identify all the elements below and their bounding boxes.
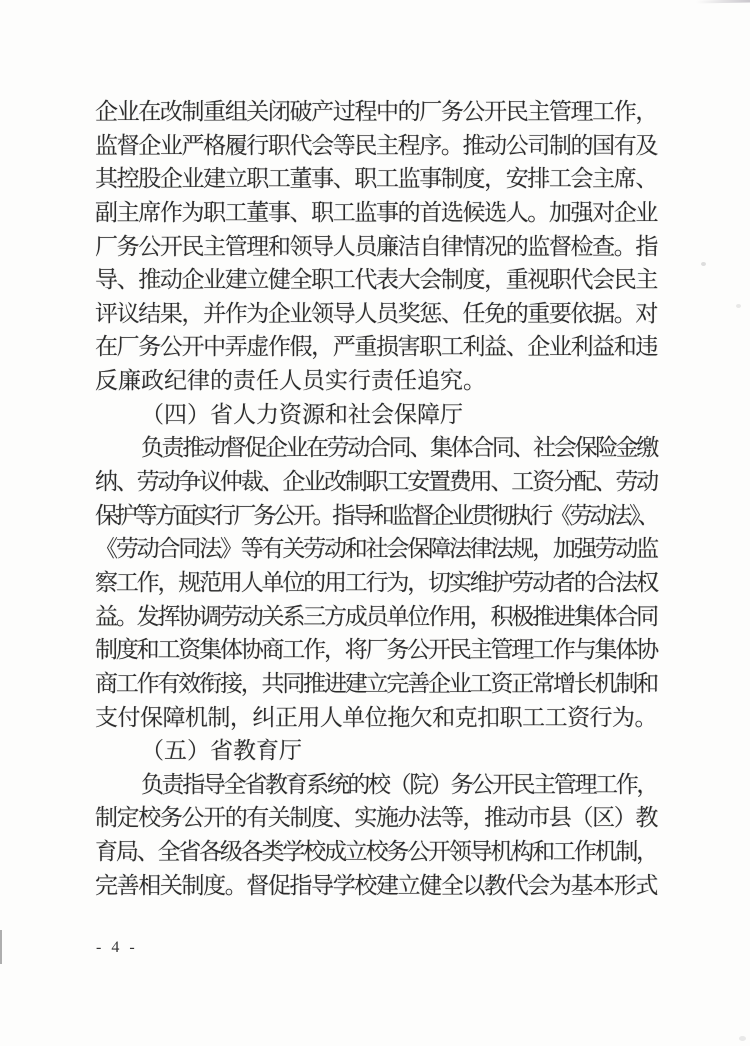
section-heading-5 — [95, 734, 657, 768]
document-line — [95, 701, 657, 735]
line-text: 支付保障机制，纠正用人单位拖欠和克扣职工工资行为。 — [95, 704, 658, 730]
line-text: 其控股企业建立职工董事、职工监事制度，安排工会主席、 — [95, 166, 658, 192]
document-line — [95, 600, 657, 634]
document-line — [95, 835, 657, 869]
line-text: 察工作，规范用人单位的用工行为，切实维护劳动者的合法权 — [95, 569, 658, 595]
line-text: 负责指导全省教育系统的校（院）务公开民主管理工作， — [141, 771, 658, 797]
document-text-block — [95, 95, 657, 902]
scan-speck — [701, 262, 706, 266]
line-text: 导、推动企业建立健全职工代表大会制度，重视职代会民主 — [95, 267, 658, 293]
line-text: 在厂务公开中弄虚作假，严重损害职工利益、企业利益和违 — [95, 334, 658, 360]
document-line — [95, 633, 657, 667]
line-text: 保护等方面实行厂务公开。指导和监督企业贯彻执行《劳动法》、 — [95, 502, 658, 528]
heading-text: （四）省人力资源和社会保障厅 — [141, 401, 463, 427]
document-line — [95, 196, 657, 230]
document-line — [95, 129, 657, 163]
line-text: 企业在改制重组关闭破产过程中的厂务公开民主管理工作， — [95, 99, 658, 124]
document-line — [95, 465, 657, 499]
line-text: 监督企业严格履行职代会等民主程序。推动公司制的国有及 — [95, 132, 658, 158]
document-line — [95, 263, 657, 297]
line-text: 商工作有效衔接，共同推进建立完善企业工资正常增长机制和 — [95, 670, 658, 696]
document-line — [95, 667, 657, 701]
line-text: 反廉政纪律的责任人员实行责任追究。 — [95, 368, 486, 394]
document-line — [95, 431, 657, 465]
document-line — [95, 297, 657, 331]
heading-text: （五）省教育厅 — [141, 738, 302, 764]
document-line — [95, 162, 657, 196]
line-text: 《劳动合同法》等有关劳动和社会保障法律法规，加强劳动监 — [95, 536, 658, 562]
document-line — [95, 95, 657, 129]
document-line — [95, 768, 657, 802]
scan-smudge-top-right — [696, 0, 750, 3]
line-text: 益。发挥协调劳动关系三方成员单位作用，积极推进集体合同 — [95, 603, 658, 629]
line-text: 副主席作为职工董事、职工监事的首选候选人。加强对企业 — [95, 199, 658, 225]
line-text: 评议结果，并作为企业领导人员奖惩、任免的重要依据。对 — [95, 300, 658, 326]
line-text: 制度和工资集体协商工作，将厂务公开民主管理工作与集体协 — [95, 637, 658, 663]
document-line — [95, 532, 657, 566]
scan-speck — [739, 1036, 746, 1041]
section-heading-4 — [95, 398, 657, 432]
document-line — [95, 566, 657, 600]
document-line — [95, 330, 657, 364]
document-line — [95, 869, 657, 903]
document-line — [95, 801, 657, 835]
line-text: 制定校务公开的有关制度、实施办法等，推动市县（区）教 — [95, 805, 658, 831]
line-text: 负责推动督促企业在劳动合同、集体合同、社会保险金缴 — [141, 435, 658, 461]
scan-mark-left-edge — [0, 930, 2, 964]
line-text: 厂务公开民主管理和领导人员廉洁自律情况的监督检查。指 — [95, 233, 658, 259]
line-text: 纳、劳动争议仲裁、企业改制职工安置费用、工资分配、劳动 — [95, 469, 658, 495]
line-text: 完善相关制度。督促指导学校建立健全以教代会为基本形式 — [95, 872, 658, 898]
page-number: - 4 - — [96, 939, 138, 956]
document-line — [95, 364, 657, 398]
line-text: 育局、全省各级各类学校成立校务公开领导机构和工作机制， — [95, 839, 658, 865]
scan-speck — [736, 304, 741, 308]
document-line — [95, 499, 657, 533]
document-line — [95, 230, 657, 264]
